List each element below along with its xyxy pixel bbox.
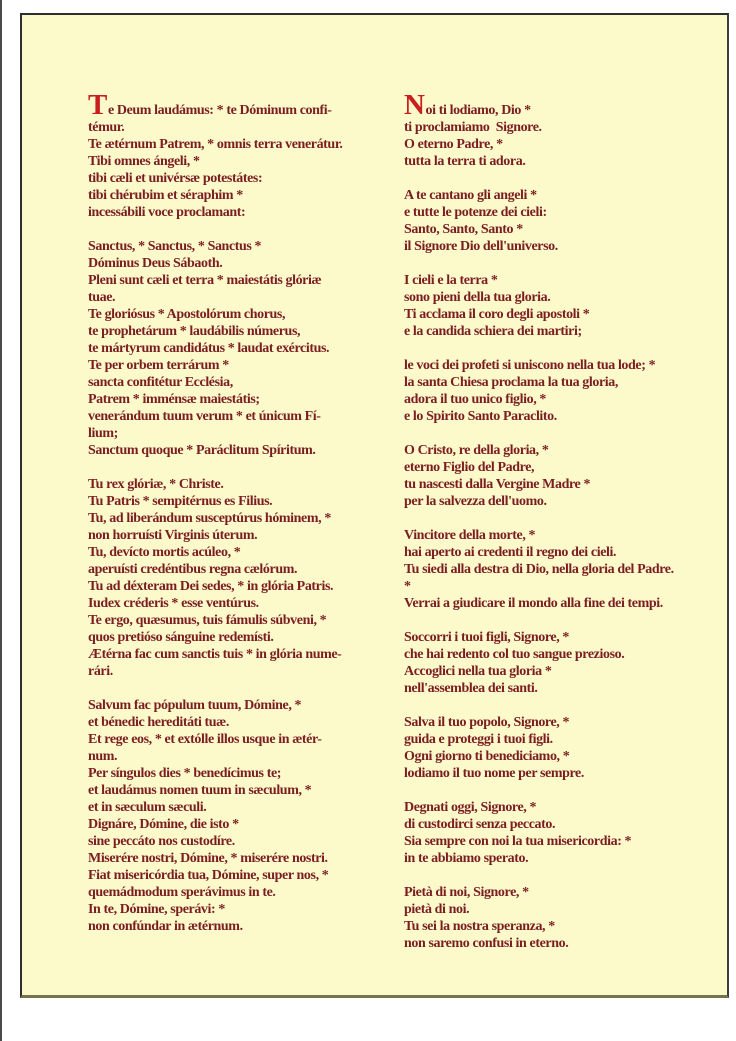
text-line: ti proclamiamo Signore. [404,120,542,135]
text-line: Vincitore della morte, * [404,528,536,543]
stanza [404,884,729,952]
text-line: Te Deum laudámus: * te Dóminum confi- [88,89,332,121]
text-line: non saremo confusi in eterno. [404,936,569,951]
stanza [88,697,388,935]
stanza [404,442,729,510]
text-line: Te ergo, quæsumus, tuis fámulis súbveni, * [88,613,327,628]
text-line: Verrai a giudicare il mondo alla fine dei tempi. [404,596,663,611]
text-line: le voci dei profeti si uniscono nella tua lode; * [404,358,656,373]
text-line: Et rege eos, * et extólle illos usque in ætér- [88,732,322,747]
text-line: témur. [88,120,125,135]
text-line: et laudámus nomen tuum in sæculum, * [88,783,312,798]
text-line: in te abbiamo sperato. [404,851,529,866]
text-line: Dignáre, Dómine, die isto * [88,817,239,832]
text-line: lodiamo il tuo nome per sempre. [404,766,584,781]
text-line: A te cantano gli angeli * [404,188,537,203]
text-line: et bénedic hereditáti tuæ. [88,715,229,730]
text-line: Soccorri i tuoi figli, Signore, * [404,630,570,645]
stanza [404,714,729,782]
text-columns [88,89,729,952]
text-line: non horruísti Virginis úterum. [88,528,258,543]
text-line: rári. [88,664,113,679]
text-line: Accoglici nella tua gloria * [404,664,552,679]
text-line: tuae. [88,290,116,305]
text-line: incessábili voce proclamant: [88,205,246,220]
text-line: Tu sei la nostra speranza, * [404,919,555,934]
text-line: la santa Chiesa proclama la tua gloria, [404,375,618,390]
text-line: hai aperto ai credenti il regno dei cieli. [404,545,617,560]
document-page [20,13,729,998]
text-line: num. [88,749,118,764]
scan-edge-line [0,0,2,1041]
text-line: il Signore Dio dell'universo. [404,239,558,254]
text-line: Te per orbem terrárum * [88,358,229,373]
text-line: Dóminus Deus Sábaoth. [88,256,223,271]
text-line: Te gloriósus * Apostolórum chorus, [88,307,286,322]
text-line: sono pieni della tua gloria. [404,290,551,305]
text-line: O eterno Padre, * [404,137,503,152]
text-line: e la candida schiera dei martiri; [404,324,582,339]
text-line: tu nascesti dalla Vergine Madre * [404,477,591,492]
text-line: Iudex créderis * esse ventúrus. [88,596,259,611]
text-line: sancta confitétur Ecclésia, [88,375,233,390]
text-line: te mártyrum candidátus * laudat exércitus. [88,341,330,356]
stanza [404,799,729,867]
text-line: Patrem * imménsæ maiestátis; [88,392,260,407]
stanza [404,527,729,612]
text-line: Fiat misericórdia tua, Dómine, super nos, * [88,868,329,883]
italian-column [404,89,729,952]
text-line: nell'assemblea dei santi. [404,681,538,696]
text-line: sine peccáto nos custodíre. [88,834,235,849]
text-line: O Cristo, re della gloria, * [404,443,549,458]
text-line: tibi cæli et univérsæ potestátes: [88,171,263,186]
text-line: tibi chérubim et séraphim * [88,188,243,203]
text-line: Tu siedi alla destra di Dio, nella gloria del Padre. [404,562,674,577]
stanza [404,272,729,340]
text-line: Sanctus, * Sanctus, * Sanctus * [88,239,262,254]
stanza [404,629,729,697]
text-line: Santo, Santo, Santo * [404,222,523,237]
text-line: Tu Patris * sempitérnus es Filius. [88,494,273,509]
text-line: tutta la terra ti adora. [404,154,526,169]
text-line: Sanctum quoque * Paráclitum Spíritum. [88,443,316,458]
text-line: quos pretióso sánguine redemísti. [88,630,274,645]
text-line: venerándum tuum verum * et únicum Fí- [88,409,321,424]
text-line: Ætérna fac cum sanctis tuis * in glória nume- [88,647,342,662]
text-line: che hai redento col tuo sangue prezioso. [404,647,625,662]
text-line: lium; [88,426,118,441]
text-line: per la salvezza dell'uomo. [404,494,547,509]
latin-column [88,89,388,952]
stanza [404,89,729,170]
text-line: Te ætérnum Patrem, * omnis terra venerátur. [88,137,343,152]
text-line: Sia sempre con noi la tua misericordia: * [404,834,632,849]
text-line: Degnati oggi, Signore, * [404,800,537,815]
text-line: et in sæculum sæculi. [88,800,207,815]
stanza [88,476,388,680]
text-line: pietà di noi. [404,902,470,917]
text-line: di custodirci senza peccato. [404,817,556,832]
text-line: eterno Figlio del Padre, [404,460,535,475]
text-line: Noi ti lodiamo, Dio * [404,89,531,121]
text-line: * [404,579,411,594]
stanza [404,187,729,255]
text-line: Ti acclama il coro degli apostoli * [404,307,590,322]
drop-cap-initial: N [404,89,425,121]
text-line: Pietà di noi, Signore, * [404,885,529,900]
text-line: Per síngulos dies * benedícimus te; [88,766,282,781]
text-line: adora il tuo unico figlio, * [404,392,547,407]
text-line: Salva il tuo popolo, Signore, * [404,715,570,730]
stanza [88,89,388,221]
text-line: non confúndar in ætérnum. [88,919,243,934]
text-line: Pleni sunt cæli et terra * maiestátis glóriæ [88,273,322,288]
text-line: Tibi omnes ángeli, * [88,154,200,169]
text-line: e tutte le potenze dei cieli: [404,205,547,220]
stanza [88,238,388,459]
text-line: Tu, devícto mortis acúleo, * [88,545,241,560]
text-line: In te, Dómine, sperávi: * [88,902,225,917]
text-line: e lo Spirito Santo Paraclito. [404,409,557,424]
text-line: te prophetárum * laudábilis númerus, [88,324,301,339]
text-line: quemádmodum sperávimus in te. [88,885,276,900]
text-line: guida e proteggi i tuoi figli. [404,732,553,747]
text-line: aperuísti credéntibus regna cælórum. [88,562,298,577]
text-line: Miserére nostri, Dómine, * miserére nostri. [88,851,328,866]
stanza [404,357,729,425]
text-line: Tu, ad liberándum susceptúrus hóminem, * [88,511,331,526]
text-line: I cieli e la terra * [404,273,498,288]
text-line: Tu rex glóriæ, * Christe. [88,477,224,492]
drop-cap-initial: T [88,89,107,121]
text-line: Ogni giorno ti benediciamo, * [404,749,570,764]
text-line: Tu ad déxteram Dei sedes, * in glória Patris. [88,579,334,594]
text-line: Salvum fac pópulum tuum, Dómine, * [88,698,302,713]
